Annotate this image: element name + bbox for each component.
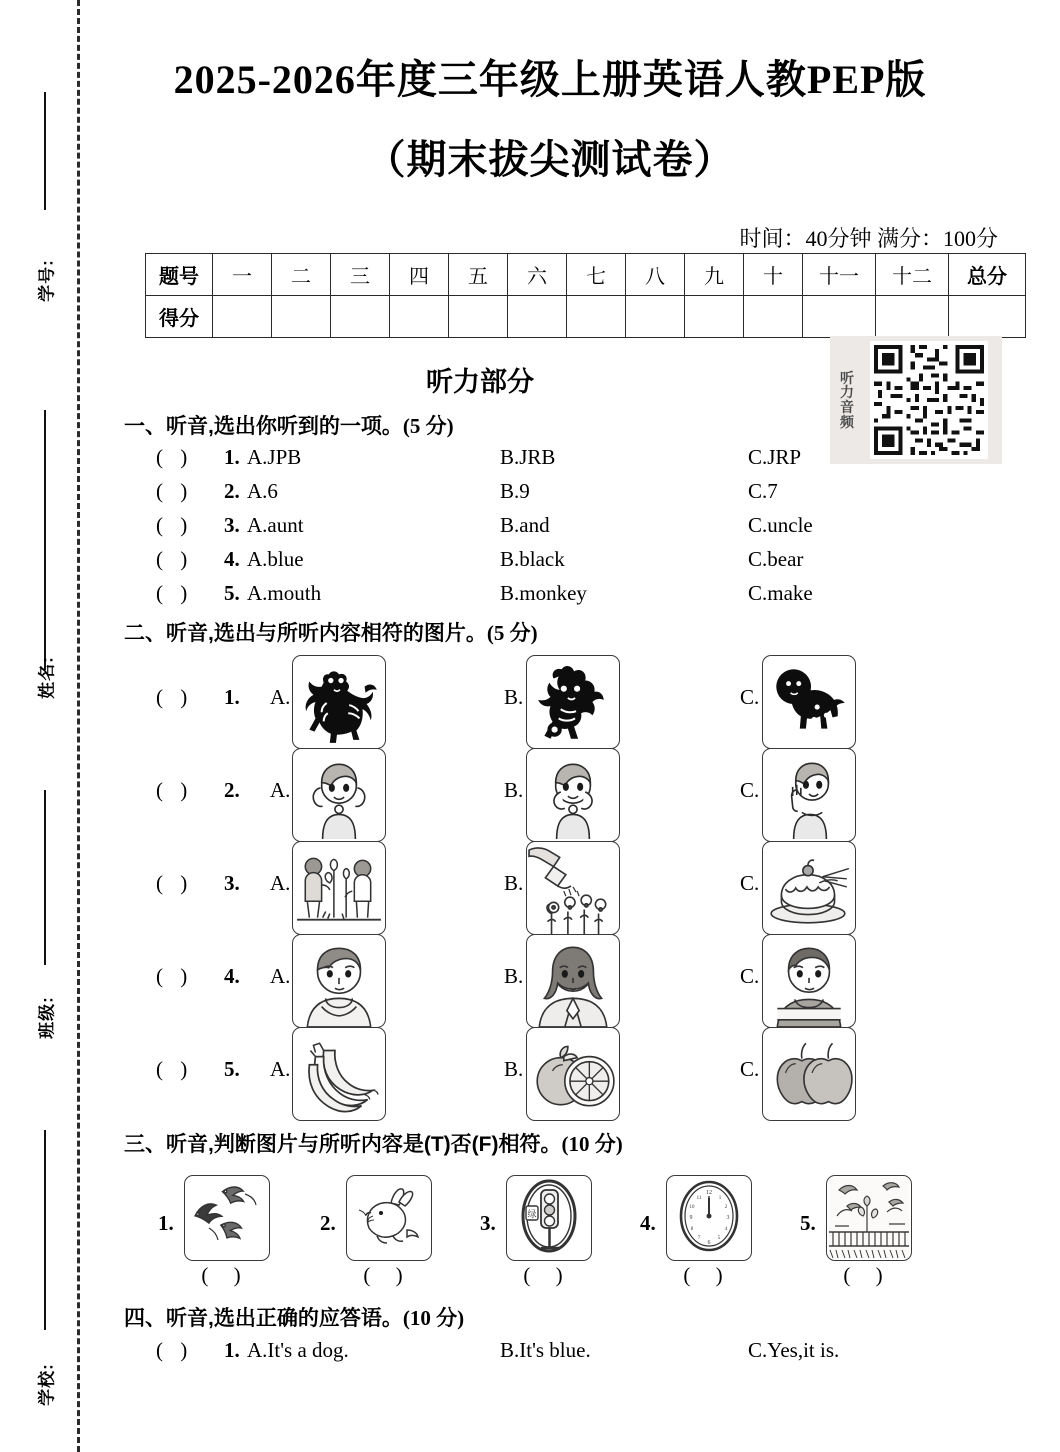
score-cell-8[interactable]	[626, 296, 685, 338]
writing-line-4	[44, 1130, 46, 1330]
item-number: 3.	[224, 871, 240, 895]
section-1-item-4	[80, 547, 940, 581]
section-1-points: (5 分)	[402, 414, 454, 438]
writing-line-2	[44, 410, 46, 670]
section-3-items	[80, 1175, 980, 1300]
section-3-item-4	[640, 1175, 790, 1295]
score-cell-1[interactable]	[213, 296, 272, 338]
score-col-6: 六	[508, 254, 567, 296]
option-c-label: C.	[740, 685, 760, 709]
option-a-label: A.	[270, 685, 291, 709]
lion-papercut-icon[interactable]	[526, 655, 620, 749]
answer-bracket[interactable]: ( )	[156, 479, 194, 503]
option-a-label: A.	[270, 778, 291, 802]
answer-bracket[interactable]: ( )	[156, 513, 194, 537]
sidebar-field-class: 班级:	[37, 996, 57, 1039]
score-col-7: 七	[567, 254, 626, 296]
answer-bracket[interactable]: ( )	[156, 1057, 194, 1081]
score-col-10: 十	[744, 254, 803, 296]
answer-paren[interactable]: ( )	[843, 1263, 893, 1287]
score-table	[145, 253, 1026, 338]
score-col-1: 一	[213, 254, 272, 296]
option-c-label: C.	[740, 871, 760, 895]
option-b-label: B.	[504, 964, 524, 988]
option-c[interactable]: C.bear	[748, 547, 804, 571]
option-a[interactable]: A.aunt	[247, 513, 304, 537]
section-2-heading	[124, 617, 538, 647]
section-3-item-1	[158, 1175, 308, 1295]
option-c[interactable]: C.make	[748, 581, 813, 605]
section-4-item-1	[80, 1338, 940, 1372]
birds-flying-icon[interactable]	[184, 1175, 270, 1261]
children-garden-icon[interactable]	[292, 841, 386, 935]
option-b[interactable]: B.and	[500, 513, 550, 537]
item-number: 2.	[224, 479, 240, 503]
score-table-label-question: 题号	[146, 254, 213, 296]
item-number: 2.	[320, 1211, 336, 1235]
svg-text:5: 5	[717, 1236, 721, 1241]
item-number: 4.	[640, 1211, 656, 1235]
option-b[interactable]: B.black	[500, 547, 565, 571]
answer-bracket[interactable]: ( )	[156, 547, 194, 571]
cake-slice-icon[interactable]	[762, 841, 856, 935]
svg-text:6: 6	[707, 1240, 711, 1246]
score-col-11: 十一	[803, 254, 876, 296]
table-row-scores	[146, 296, 1026, 338]
item-number: 5.	[800, 1211, 816, 1235]
section-4-heading	[124, 1302, 464, 1332]
section-1-item-1	[80, 445, 940, 479]
child-ears-icon[interactable]	[292, 748, 386, 842]
apples-icon[interactable]	[762, 1027, 856, 1121]
tiger-papercut-icon[interactable]	[292, 655, 386, 749]
option-c[interactable]: C.uncle	[748, 513, 813, 537]
item-number: 3.	[224, 513, 240, 537]
item-number: 5.	[224, 581, 240, 605]
option-c[interactable]: C.Yes,it is.	[748, 1338, 840, 1362]
section-2-points: (5 分)	[486, 621, 538, 645]
score-col-12: 十二	[876, 254, 949, 296]
item-number: 2.	[224, 778, 240, 802]
score-col-5: 五	[449, 254, 508, 296]
answer-paren[interactable]: ( )	[523, 1263, 573, 1287]
bananas-icon[interactable]	[292, 1027, 386, 1121]
score-col-total: 总分	[949, 254, 1026, 296]
score-col-9: 九	[685, 254, 744, 296]
child-waving-icon[interactable]	[762, 748, 856, 842]
score-col-2: 二	[272, 254, 331, 296]
score-cell-3[interactable]	[331, 296, 390, 338]
exam-page	[80, 0, 1060, 1452]
answer-bracket[interactable]: ( )	[156, 778, 194, 802]
option-c-label: C.	[740, 1057, 760, 1081]
score-cell-9[interactable]	[685, 296, 744, 338]
option-b[interactable]: B.It's blue.	[500, 1338, 591, 1362]
woman-portrait-icon[interactable]	[526, 934, 620, 1028]
qr-code-icon[interactable]	[860, 341, 998, 459]
option-c[interactable]: C.7	[748, 479, 778, 503]
answer-bracket[interactable]: ( )	[156, 1338, 194, 1362]
item-number: 4.	[224, 547, 240, 571]
qr-label: 听力音频	[840, 369, 854, 430]
svg-text:3: 3	[726, 1215, 730, 1221]
svg-text:2: 2	[724, 1205, 728, 1210]
score-col-8: 八	[626, 254, 685, 296]
watering-can-icon[interactable]	[526, 841, 620, 935]
option-a[interactable]: A.6	[247, 479, 278, 503]
sidebar-field-student-id: 学号:	[37, 259, 57, 302]
option-b[interactable]: B.JRB	[500, 445, 556, 469]
item-number: 1.	[224, 685, 240, 709]
svg-text:7: 7	[697, 1236, 701, 1241]
man-portrait-icon[interactable]	[292, 934, 386, 1028]
option-a[interactable]: A.It's a dog.	[247, 1338, 349, 1362]
answer-paren[interactable]: ( )	[201, 1263, 251, 1287]
option-c-label: C.	[740, 778, 760, 802]
section-1-item-2	[80, 479, 940, 513]
section-3-points: (10 分)	[561, 1132, 623, 1156]
section-2-item-5	[80, 1027, 960, 1119]
answer-paren[interactable]: ( )	[363, 1263, 413, 1287]
sidebar-field-school: 学校:	[37, 1363, 57, 1406]
score-cell-6[interactable]	[508, 296, 567, 338]
option-b-label: B.	[504, 871, 524, 895]
answer-bracket[interactable]: ( )	[156, 871, 194, 895]
svg-text:1: 1	[718, 1196, 722, 1201]
option-b-label: B.	[504, 685, 524, 709]
svg-text:绿: 绿	[527, 1210, 537, 1220]
option-b-label: B.	[504, 1057, 524, 1081]
answer-bracket[interactable]: ( )	[156, 964, 194, 988]
child-eyes-icon[interactable]	[526, 748, 620, 842]
score-col-4: 四	[390, 254, 449, 296]
svg-text:11: 11	[696, 1196, 702, 1201]
option-a-label: A.	[270, 1057, 291, 1081]
section-2-item-1	[80, 655, 960, 747]
lion-silhouette-icon[interactable]	[762, 655, 856, 749]
section-2-heading-text: 二、听音,选出与所听内容相符的图片。	[124, 622, 487, 645]
section-1-item-3	[80, 513, 940, 547]
writing-line-1	[44, 92, 46, 210]
orange-icon[interactable]	[526, 1027, 620, 1121]
option-a[interactable]: A.mouth	[247, 581, 322, 605]
option-a-label: A.	[270, 871, 291, 895]
rabbit-icon[interactable]	[346, 1175, 432, 1261]
option-a[interactable]: A.JPB	[247, 445, 302, 469]
section-3-heading	[124, 1128, 623, 1158]
section-4-points: (10 分)	[402, 1306, 465, 1330]
section-4-heading-text: 四、听音,选出正确的应答语。	[124, 1307, 403, 1330]
garden-scene-icon[interactable]	[826, 1175, 912, 1261]
option-c[interactable]: C.JRP	[748, 445, 802, 469]
section-1-heading	[124, 410, 454, 440]
svg-text:10: 10	[689, 1205, 695, 1210]
score-cell-12[interactable]	[876, 296, 949, 338]
item-number: 1.	[158, 1211, 174, 1235]
option-a-label: A.	[270, 964, 291, 988]
score-cell-10[interactable]	[744, 296, 803, 338]
svg-text:4: 4	[724, 1227, 728, 1232]
binding-strip	[0, 0, 80, 1452]
score-col-3: 三	[331, 254, 390, 296]
traffic-light-icon[interactable]	[506, 1175, 592, 1261]
clock-icon[interactable]	[666, 1175, 752, 1261]
score-cell-2[interactable]	[272, 296, 331, 338]
section-2-item-2	[80, 748, 960, 840]
page-title-line2: （期末拔尖测试卷）	[365, 137, 735, 182]
item-number: 3.	[480, 1211, 496, 1235]
table-row-question-numbers	[146, 254, 1026, 296]
section-3-item-3	[480, 1175, 630, 1295]
section-2-item-4	[80, 934, 960, 1026]
option-b[interactable]: B.monkey	[500, 581, 587, 605]
option-b-label: B.	[504, 778, 524, 802]
score-cell-total[interactable]	[949, 296, 1026, 338]
section-3-item-2	[320, 1175, 470, 1295]
sidebar-field-name: 姓名:	[37, 656, 57, 699]
boy-portrait-icon[interactable]	[762, 934, 856, 1028]
option-a[interactable]: A.blue	[247, 547, 304, 571]
item-number: 1.	[224, 1338, 240, 1362]
option-c-label: C.	[740, 964, 760, 988]
svg-text:9: 9	[689, 1215, 693, 1221]
section-1-heading-text: 一、听音,选出你听到的一项。	[124, 415, 403, 438]
section-3-item-5	[800, 1175, 950, 1295]
option-b[interactable]: B.9	[500, 479, 530, 503]
item-number: 1.	[224, 445, 240, 469]
svg-text:8: 8	[690, 1227, 694, 1232]
writing-line-3	[44, 790, 46, 965]
page-title-line1: 2025-2026年度三年级上册英语人教PEP版	[173, 57, 927, 102]
score-table-label-score: 得分	[146, 296, 213, 338]
score-cell-5[interactable]	[449, 296, 508, 338]
item-number: 4.	[224, 964, 240, 988]
score-cell-4[interactable]	[390, 296, 449, 338]
listening-part-heading: 听力部分	[426, 367, 534, 397]
answer-paren[interactable]: ( )	[683, 1263, 733, 1287]
exam-meta-info: 时间：40分钟 满分：100分	[739, 226, 998, 251]
score-cell-11[interactable]	[803, 296, 876, 338]
answer-bracket[interactable]: ( )	[156, 685, 194, 709]
answer-bracket[interactable]: ( )	[156, 445, 194, 469]
answer-bracket[interactable]: ( )	[156, 581, 194, 605]
section-2-item-3	[80, 841, 960, 933]
section-1-item-5	[80, 581, 940, 615]
score-cell-7[interactable]	[567, 296, 626, 338]
item-number: 5.	[224, 1057, 240, 1081]
section-3-heading-text: 三、听音,判断图片与所听内容是(T)否(F)相符。	[124, 1133, 562, 1156]
svg-text:12: 12	[706, 1190, 712, 1196]
